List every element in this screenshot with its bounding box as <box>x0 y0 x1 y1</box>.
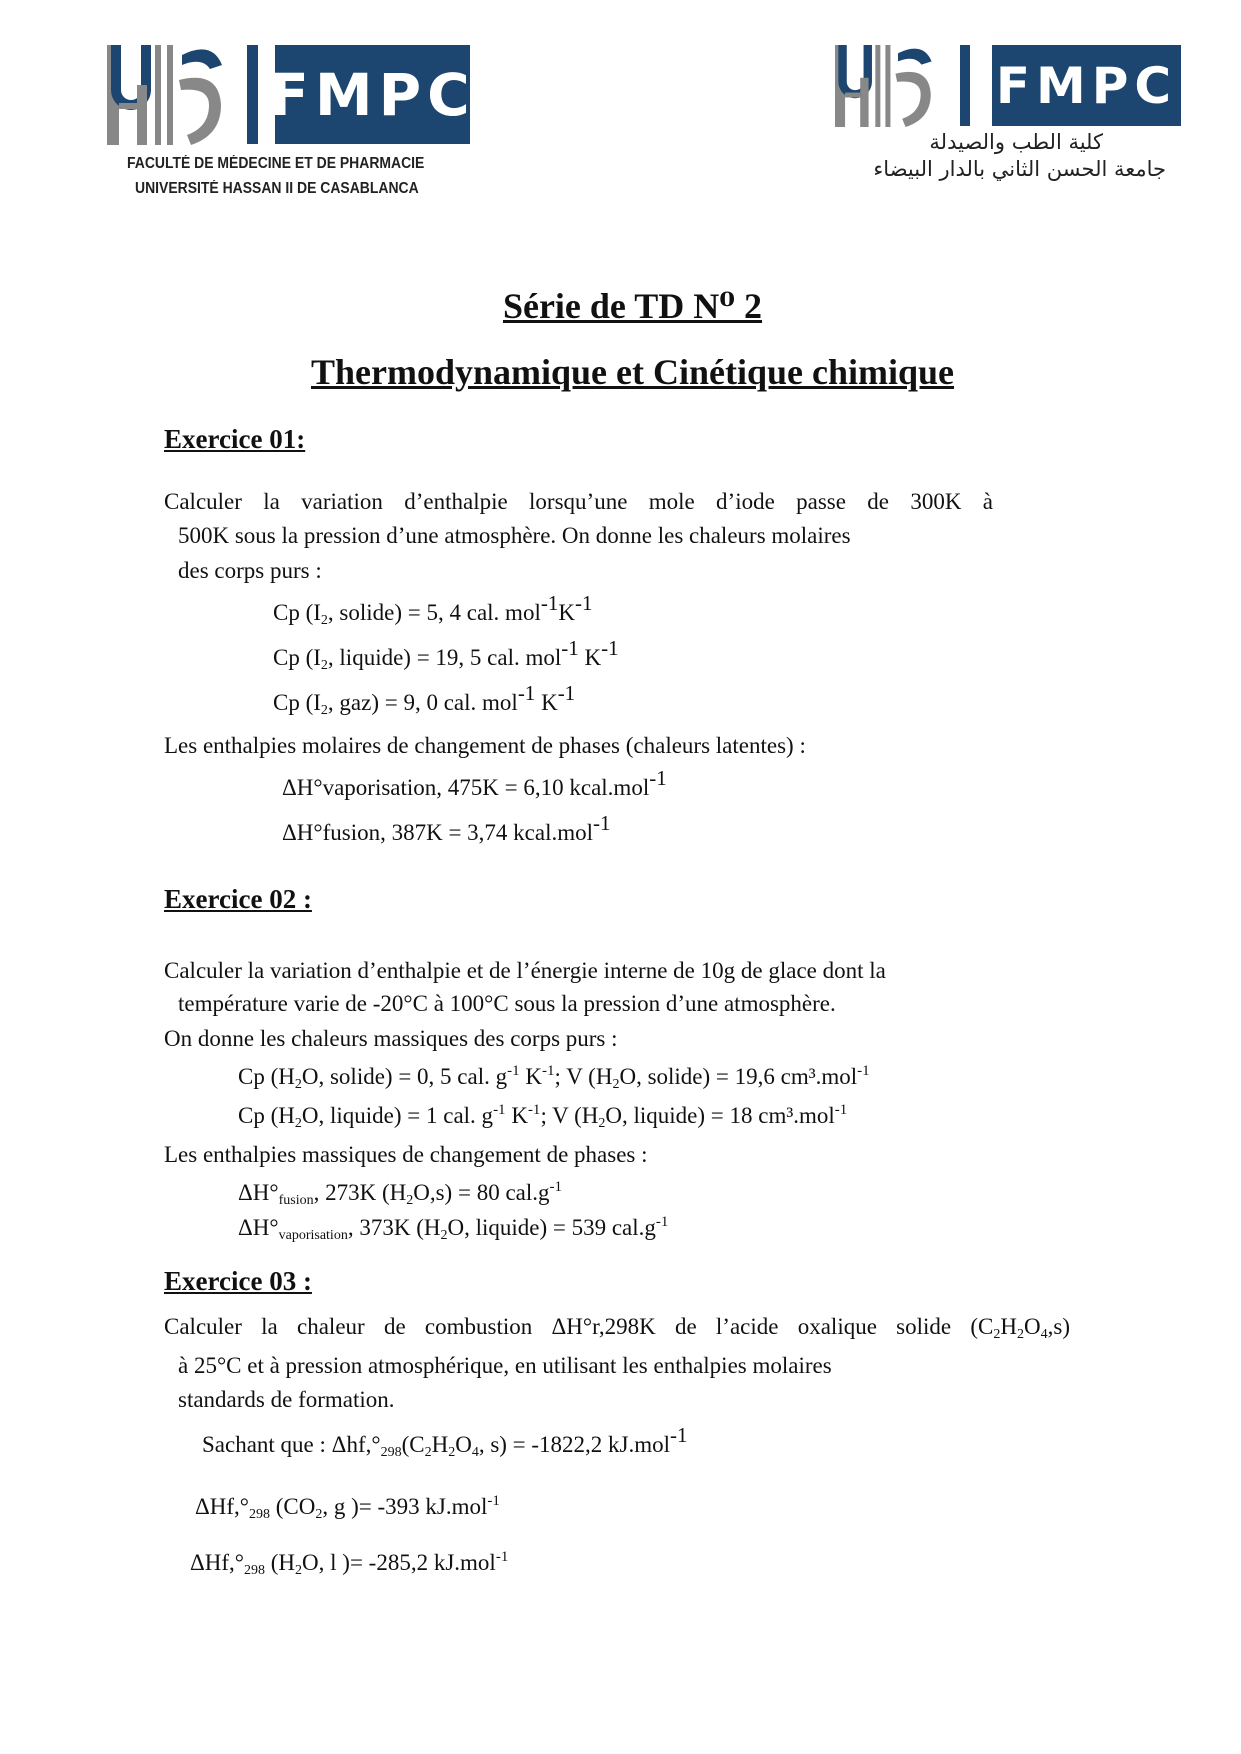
text-line <box>273 636 619 673</box>
text-segment: , liquide) = 19, 5 cal. mol <box>327 645 562 670</box>
superscript: -1 <box>540 591 559 615</box>
text-line <box>273 681 576 718</box>
logo-fmpc-text: FMPC <box>992 45 1181 126</box>
text-segment: (C <box>401 1432 425 1457</box>
exercise-01-heading: Exercice 01: <box>164 424 306 454</box>
text-line <box>178 1387 395 1413</box>
subscript: 2 <box>440 1228 448 1243</box>
superscript: -1 <box>493 1102 506 1118</box>
text-segment: Calculer la variation d’enthalpie et de l’énergie interne de 10g de glace dont la <box>164 958 886 983</box>
text-line <box>164 1314 1070 1340</box>
superscript: -1 <box>549 1179 562 1195</box>
text-segment: K <box>519 1064 542 1089</box>
text-segment: O <box>1024 1314 1041 1339</box>
superscript: -1 <box>601 636 619 660</box>
text-segment: O, solide) = 0, 5 cal. g <box>301 1064 508 1089</box>
subscript: 4 <box>1040 1327 1048 1342</box>
text-segment: , 373K (H <box>347 1215 441 1240</box>
text-segment: température varie de -20°C à 100°C sous la pression d’une atmosphère. <box>178 991 836 1016</box>
subscript: 2 <box>294 1116 302 1131</box>
subscript: vaporisation <box>278 1228 348 1243</box>
superscript: -1 <box>542 1063 555 1079</box>
subscript: 2 <box>320 703 328 718</box>
text-segment: ; V (H <box>554 1064 613 1089</box>
text-segment: , gaz) = 9, 0 cal. mol <box>327 690 518 715</box>
text-line <box>178 991 836 1017</box>
subscript: 2 <box>295 1563 303 1578</box>
text-segment: Cp (I <box>273 690 321 715</box>
superscript: -1 <box>574 591 593 615</box>
text-segment: ΔH° <box>238 1180 279 1205</box>
text-segment: ΔHf,° <box>190 1550 245 1575</box>
text-segment: , g )= -393 kJ.mol <box>322 1494 488 1519</box>
text-segment: H <box>431 1432 449 1457</box>
text-segment: On donne les chaleurs massiques des corps purs : <box>164 1026 618 1051</box>
text-segment: Cp (H <box>238 1103 295 1128</box>
faculty-caption-arabic: كلية الطب والصيدلة <box>929 130 1103 154</box>
superscript: -1 <box>495 1549 509 1565</box>
text-segment: , 273K (H <box>313 1180 407 1205</box>
text-segment: O, liquide) = 539 cal.g <box>447 1215 656 1240</box>
text-segment: (H <box>265 1550 296 1575</box>
text-segment: O, liquide) = 1 cal. g <box>301 1103 494 1128</box>
text-segment: Cp (I <box>273 645 321 670</box>
text-segment: ΔH° <box>238 1215 279 1240</box>
text-line <box>178 1353 832 1379</box>
subscript: 2 <box>1017 1327 1024 1342</box>
text-segment: ΔH°fusion, 387K = 3,74 kcal.mol <box>282 820 594 845</box>
text-line <box>273 591 593 628</box>
text-line <box>164 733 806 759</box>
superscript: -1 <box>527 1102 541 1118</box>
text-line <box>238 1215 668 1241</box>
uh2c-monogram-icon <box>835 45 940 127</box>
text-line <box>238 1180 562 1206</box>
superscript: -1 <box>487 1493 500 1509</box>
subscript: 2 <box>406 1193 414 1208</box>
text-segment: K <box>535 690 558 715</box>
text-segment: Calculer la chaleur de combustion ΔH°r,298K de l’acide oxalique solide (C <box>164 1314 994 1339</box>
superscript: -1 <box>593 811 611 835</box>
text-line <box>282 766 667 801</box>
document-subtitle: Thermodynamique et Cinétique chimique <box>310 352 955 392</box>
superscript: -1 <box>857 1063 870 1079</box>
subscript: 2 <box>294 1077 302 1092</box>
subscript: 4 <box>471 1445 479 1460</box>
text-line <box>190 1550 508 1576</box>
text-line <box>202 1423 688 1460</box>
superscript: -1 <box>561 636 579 660</box>
text-segment: à 25°C et à pression atmosphérique, en utilisant les enthalpies molaires <box>178 1353 832 1378</box>
subscript: 2 <box>320 658 328 673</box>
text-segment: ,s) <box>1047 1314 1070 1339</box>
logo-divider <box>247 45 258 144</box>
subscript: 2 <box>993 1327 1001 1342</box>
text-segment: O,s) = 80 cal.g <box>413 1180 550 1205</box>
subscript: 298 <box>380 1445 402 1460</box>
text-segment: Calculer la variation d’enthalpie lorsqu’une mole d’iode passe de 300K à <box>164 489 993 514</box>
subscript: fusion <box>278 1193 314 1208</box>
text-line <box>164 489 993 515</box>
text-line <box>282 811 611 846</box>
text-segment: 500K sous la pression d’une atmosphère. On donne les chaleurs molaires <box>178 523 851 548</box>
subscript: 298 <box>249 1507 271 1522</box>
text-segment: O, solide) = 19,6 cm³.mol <box>619 1064 858 1089</box>
text-segment: Cp (I <box>273 600 321 625</box>
text-segment: O <box>455 1432 472 1457</box>
text-segment: O, liquide) = 18 cm³.mol <box>605 1103 835 1128</box>
text-segment: (CO <box>270 1494 316 1519</box>
text-line <box>178 558 322 584</box>
text-segment: O, l )= -285,2 kJ.mol <box>302 1550 496 1575</box>
superscript: -1 <box>557 681 576 705</box>
text-segment: K <box>578 645 602 670</box>
text-line <box>164 958 886 984</box>
superscript: -1 <box>655 1214 669 1230</box>
text-segment: H <box>1000 1314 1017 1339</box>
superscript: -1 <box>834 1102 848 1118</box>
text-segment: K <box>558 600 575 625</box>
exercise-02-heading: Exercice 02 : <box>164 884 312 914</box>
uh2c-monogram-icon <box>107 45 232 145</box>
text-segment: des corps purs : <box>178 558 322 583</box>
text-segment: ΔH°vaporisation, 475K = 6,10 kcal.mol <box>282 775 650 800</box>
text-line <box>164 1142 648 1168</box>
logo-fmpc-text: FMPC <box>275 45 470 144</box>
text-segment: , solide) = 5, 4 cal. mol <box>327 600 541 625</box>
text-line <box>238 1064 870 1090</box>
subscript: 2 <box>598 1116 606 1131</box>
text-segment: ; V (H <box>540 1103 599 1128</box>
text-line <box>238 1103 847 1129</box>
text-line <box>164 1026 618 1052</box>
subscript: 2 <box>612 1077 620 1092</box>
logo-divider <box>960 45 970 126</box>
text-line <box>195 1494 500 1520</box>
superscript: -1 <box>649 766 667 790</box>
text-segment: K <box>505 1103 528 1128</box>
superscript: -1 <box>517 681 536 705</box>
superscript: -1 <box>670 1423 688 1447</box>
subscript: 2 <box>320 613 328 628</box>
subscript: 2 <box>315 1507 323 1522</box>
university-caption-arabic: جامعة الحسن الثاني بالدار البيضاء <box>873 157 1166 181</box>
text-segment: Sachant que : Δhf,° <box>202 1432 381 1457</box>
university-caption: UNIVERSITÉ HASSAN II DE CASABLANCA <box>135 180 419 197</box>
text-segment: Les enthalpies molaires de changement de phases (chaleurs latentes) : <box>164 733 806 758</box>
text-segment: , s) = -1822,2 kJ.mol <box>478 1432 671 1457</box>
subscript: 298 <box>244 1563 266 1578</box>
text-segment: standards de formation. <box>178 1387 395 1412</box>
document-title: Série de TD N⁰ 2 <box>502 286 763 326</box>
exercise-03-heading: Exercice 03 : <box>164 1266 312 1296</box>
subscript: 2 <box>424 1445 432 1460</box>
text-segment: ΔHf,° <box>195 1494 250 1519</box>
text-segment: Cp (H <box>238 1064 295 1089</box>
faculty-caption: FACULTÉ DE MÉDECINE ET DE PHARMACIE <box>127 155 425 172</box>
text-line <box>178 523 851 549</box>
superscript: -1 <box>507 1063 520 1079</box>
subscript: 2 <box>448 1445 456 1460</box>
text-segment: Les enthalpies massiques de changement de phases : <box>164 1142 648 1167</box>
